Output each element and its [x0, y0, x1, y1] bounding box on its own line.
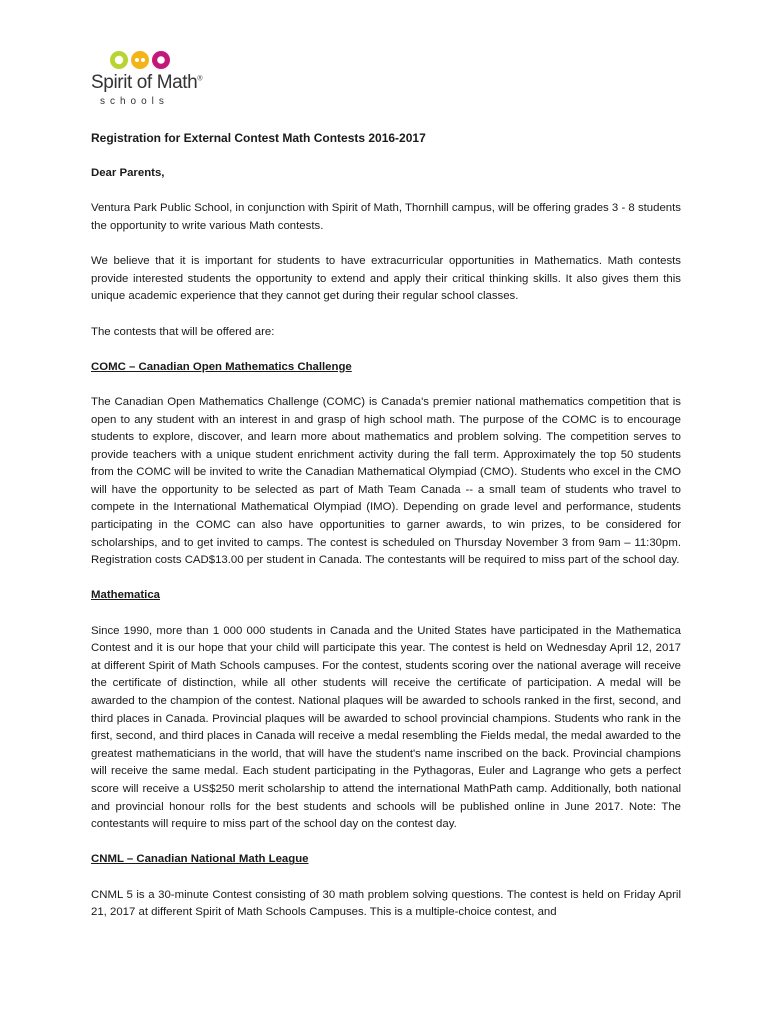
comc-paragraph: The Canadian Open Mathematics Challenge (COMC) is Canada's premier national mathematics competition that is open to any student with an interest in and grasp of high school math. The purpose of the COMC is to encourage students to explore, discover, and learn more about mathematics and problem solving. The competition serves to provide teachers with a unique student enrichment activity during the fall term. Approximately the top 50 students from the COMC will be invited to write the Canadian Mathematical Olympiad (CMO). Students who excel in the CMO will have the opportunity to be selected as part of Math Team Canada -- a small team of students who travel to compete in the International Mathematical Olympiad (IMO). Depending on grade level and performance, students participating in the COMC can also have opportunities to garner awards, to win prizes, to be considered for scholarships, and to get invited to camps. The contest is scheduled on Thursday November 3 from 9am – 11:30pm. Registration costs CAD$13.00 per student in Canada. The contestants will be required to miss part of the school day.: [91, 395, 681, 567]
belief-paragraph: We believe that it is important for students to have extracurricular opportunities in Mathematics. Math contests provide interested students the opportunity to extend and apply their critical thinking skills. It also gives them this unique academic experience that they cannot get during their regular school classes.: [91, 255, 681, 303]
logo-wordmark: Spirit of Math®: [91, 72, 203, 93]
logo-subtitle: schools: [100, 96, 169, 107]
contests-intro: The contests that will be offered are:: [91, 325, 275, 338]
logo-dot-yellow: [131, 51, 149, 69]
salutation: Dear Parents,: [91, 167, 165, 180]
intro-paragraph: Ventura Park Public School, in conjunction with Spirit of Math, Thornhill campus, will be offering grades 3 - 8 students the opportunity to write various Math contests.: [91, 202, 681, 232]
logo-dots-icon: [110, 48, 174, 72]
comc-heading: COMC – Canadian Open Mathematics Challenge: [91, 360, 352, 373]
spirit-of-math-logo: [90, 46, 203, 112]
letter-body: [91, 130, 681, 939]
mathematica-paragraph: Since 1990, more than 1 000 000 students in Canada and the United States have participated in the Mathematica Contest and it is our hope that your child will participate this year. The contest is held on Wednesday April 12, 2017 at different Spirit of Math Schools campuses. For the contest, students scoring over the national average will receive the certificate of distinction, while all other students will receive the certificate of participation. A medal will be awarded to the champion of the contest. National plaques will be awarded to schools ranked in the first, second, and third places in Canada. Provincial plaques will be awarded to school provincial champions. Students who rank in the first, second, and third places in Canada will receive a medal resembling the Fields medal, the medal awarded to the greatest mathematicians in the world, that will have the student's name inscribed on the back. Provincial champions will receive the same medal. Each student participating in the Pythagoras, Euler and Lagrange who gets a perfect score will receive a US$250 merit scholarship to attend the international MathPath camp. Additionally, both national and provincial honour rolls for the best students and schools will be published online in June 2017. Note: The contestants will require to miss part of the school day on the contest day.: [91, 624, 681, 831]
cnml-heading: CNML – Canadian National Math League: [91, 853, 309, 866]
letter-title: Registration for External Contest Math Contests 2016-2017: [91, 131, 426, 145]
mathematica-heading: Mathematica: [91, 589, 161, 602]
cnml-paragraph: CNML 5 is a 30-minute Contest consisting of 30 math problem solving questions. The contest is held on Friday April 21, 2017 at different Spirit of Math Schools Campuses. This is a multiple-choice contest, and: [91, 888, 681, 919]
